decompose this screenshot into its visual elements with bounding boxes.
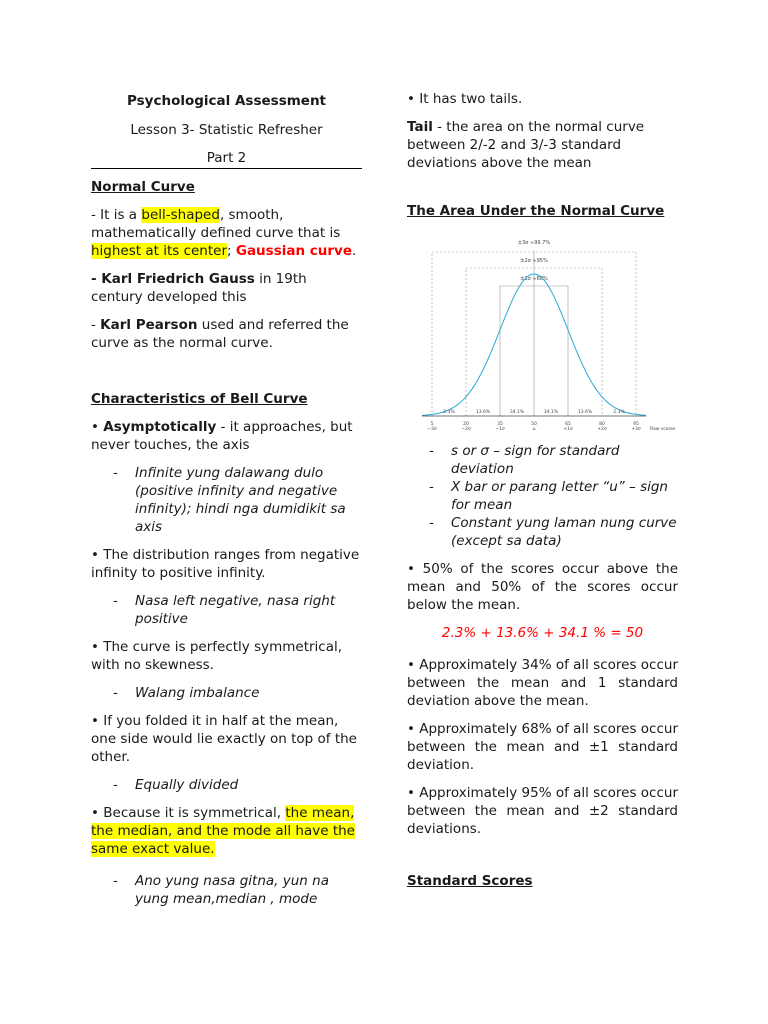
region-percent-label: 34.1%: [509, 410, 525, 415]
area-under-curve-heading: The Area Under the Normal Curve: [407, 203, 665, 219]
normal-curve-svg: [422, 230, 680, 430]
z-score-tick: −1σ: [495, 427, 505, 430]
note-mean-symbol: - X bar or parang letter “u” – sign for mean: [429, 479, 668, 513]
left-column: [91, 90, 362, 918]
sub-note-imbalance: - Walang imbalance: [113, 685, 260, 701]
highlight-mean-median-mode: the mean, the median, and the mode all have the same exact value.: [91, 805, 355, 857]
sub-note-center: - Ano yung nasa gitna, yun na yung mean,median , mode: [113, 873, 329, 907]
standard-scores-heading: Standard Scores: [407, 873, 533, 889]
region-percent-label: 34.1%: [543, 410, 559, 415]
lesson-subtitle: Lesson 3- Statistic Refresher: [130, 122, 323, 138]
raw-score-tick: 35: [497, 422, 503, 427]
raw-scores-label: Raw scores: [650, 427, 676, 430]
raw-score-tick: 65: [565, 422, 571, 427]
highlight-highest-center: highest at its center: [91, 243, 228, 259]
gauss-paragraph: - Karl Friedrich Gauss in 19th century developed this: [91, 271, 307, 305]
z-score-tick: μ: [532, 427, 536, 430]
sub-note-infinite: - Infinite yung dalawang dulo (positive infinity and negative infinity); hindi nga dumidikit sa axis: [113, 465, 346, 535]
pearson-paragraph: - Karl Pearson used and referred the curve as the normal curve.: [91, 317, 349, 351]
region-percent-label: 13.6%: [577, 410, 593, 415]
normal-curve-figure: [422, 230, 680, 430]
right-column: [407, 90, 678, 900]
raw-score-tick: 50: [531, 422, 537, 427]
gaussian-curve-term: Gaussian curve: [235, 243, 353, 259]
z-score-tick: −3σ: [427, 427, 437, 430]
z-score-tick: +2σ: [597, 427, 607, 430]
sub-note-equal: - Equally divided: [113, 777, 239, 793]
note-sigma: - s or σ – sign for standard deviation: [429, 443, 620, 477]
bracket-label-1sd: ±1σ ≈68%: [520, 276, 548, 282]
region-percent-label: 13.6%: [475, 410, 491, 415]
region-percent-label: 2.3%: [443, 410, 455, 415]
asymptotic-bullet: • Asymptotically - it approaches, but never touches, the axis: [91, 419, 353, 453]
ninety-five-bullet: • Approximately 95% of all scores occur between the mean and ±2 standard deviations.: [407, 785, 678, 837]
symmetry-bullet: • The curve is perfectly symmetrical, with no skewness.: [91, 639, 343, 673]
region-percent-label: 2.3%: [613, 410, 625, 415]
part-label: Part 2: [91, 149, 362, 169]
percentage-formula: 2.3% + 13.6% + 34.1 % = 50: [441, 625, 644, 641]
z-score-tick: +1σ: [563, 427, 573, 430]
note-constant: - Constant yung laman nung curve (except sa data): [429, 515, 677, 549]
document-title: Psychological Assessment: [126, 93, 327, 109]
bracket-label-2sd: ±2σ ≈95%: [520, 258, 548, 264]
range-bullet: • The distribution ranges from negative infinity to positive infinity.: [91, 547, 360, 581]
mean-median-mode-bullet: • Because it is symmetrical, the mean, the median, and the mode all have the same exact value.: [91, 805, 355, 857]
raw-score-tick: 20: [463, 422, 469, 427]
fold-bullet: • If you folded it in half at the mean, one side would lie exactly on top of the other.: [91, 713, 357, 765]
fifty-percent-bullet: • 50% of the scores occur above the mean and 50% of the scores occur below the mean.: [407, 561, 678, 613]
tail-definition: Tail - the area on the normal curve between 2/-2 and 3/-3 standard deviations above the mean: [407, 119, 645, 171]
z-score-tick: +3σ: [631, 427, 641, 430]
normal-curve-definition: - It is a bell-shaped, smooth, mathematically defined curve that is highest at its center; Gaussian curve.: [91, 207, 357, 259]
sixty-eight-bullet: • Approximately 68% of all scores occur between the mean and ±1 standard deviation.: [407, 721, 678, 773]
normal-curve-heading: Normal Curve: [91, 179, 195, 195]
raw-score-tick: 5: [430, 422, 434, 427]
raw-score-tick: 80: [599, 422, 605, 427]
two-tails-bullet: • It has two tails.: [407, 91, 523, 107]
raw-score-tick: 95: [633, 422, 639, 427]
z-score-tick: −2σ: [461, 427, 471, 430]
sub-note-left-right: - Nasa left negative, nasa right positive: [113, 593, 336, 627]
highlight-bell-shaped: bell-shaped: [141, 207, 220, 223]
characteristics-heading: Characteristics of Bell Curve: [91, 391, 308, 407]
thirty-four-bullet: • Approximately 34% of all scores occur between the mean and 1 standard deviation above the mean.: [407, 657, 678, 709]
bracket-label-3sd: ±3σ ≈99.7%: [517, 240, 551, 246]
